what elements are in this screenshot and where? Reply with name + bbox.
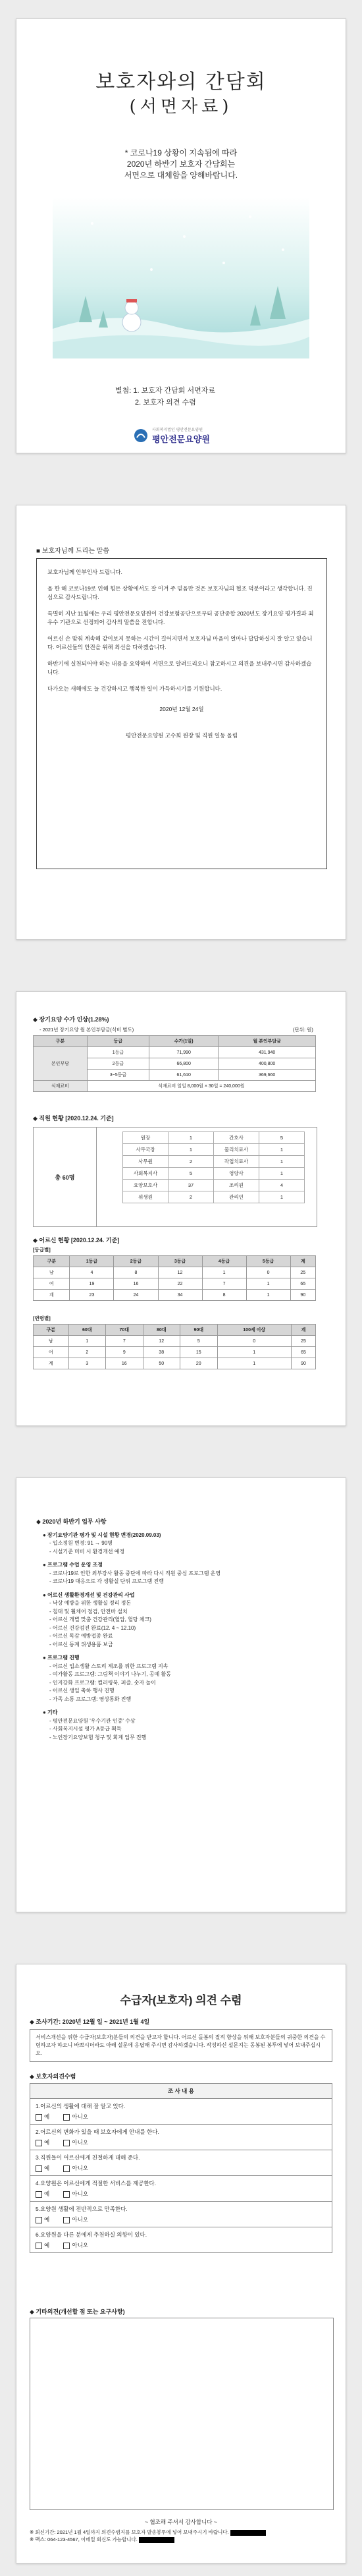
checkbox-no[interactable] [63,2191,70,2198]
checkbox-yes[interactable] [36,2243,42,2249]
cover-subtitle: (서면자료) [129,97,233,117]
survey-question-heading: ◆ 보호자의견수렴 [30,2073,76,2080]
survey-intro: 서비스개선을 위한 수급자(보호자)분들의 의견을 받고자 합니다. 어르신 돌봄의 질적 향상을 위해 보호자분들의 귀중한 의견을 수렴하고자 하오니 바쁘시더라도 아래 설문에 응답해 주시면 감사하겠습니다. 작성하신 설문지는 동봉된 봉투에 넣어 보내주십시오. [30,2029,332,2062]
checkbox-no[interactable] [63,2165,70,2172]
resident-section-heading: ◆ 어르신 현황 [2020.12.24. 기준] [33,1237,120,1244]
survey-question: 4.요양원은 어르신에게 적절한 서비스를 제공한다. 예 아니오 [30,2176,332,2202]
survey-page [16,1964,346,2563]
survey-period: ◆ 조사기간: 2020년 12월 일 ~ 2021년 1월 4일 [30,2018,150,2025]
survey-title: 수급자(보호자) 의견 수렴 [120,1994,242,2007]
staff-section-heading: ◆ 직원 현황 [2020.12.24. 기준] [33,1115,114,1122]
table-row: 남 1 7 12 5 0 25 [34,1336,316,1347]
checkbox-yes[interactable] [36,2140,42,2146]
fee-section-sub: - 2021년 장기요양 월 본인부담금(식비 별도) [39,1027,134,1033]
table-row: 여 2 9 38 15 1 65 [34,1347,316,1358]
cover-page [16,18,346,453]
cover-message: * 코로나19 상황이 지속됨에 따라 2020년 하반기 보호자 간담회는 서면으로 대체함을 양해바랍니다. [124,148,238,180]
survey-question: 2.어르신의 변화가 있을 때 보호자에게 안내를 한다. 예 아니오 [30,2125,332,2150]
fee-section-heading: ◆ 장기요양 수가 인상(1.28%) [33,1016,109,1023]
staff-grid: 원장 1 간호사 5 사무국장 1 물리치료사 1 사무원 2 작업치료사 1 사회복지사 5 영양사 1 요양보호사 37 조리원 4 위생원 2 관리인 1 [122,1131,305,1203]
letter-paragraph: 특별히 지난 11월에는 우리 평안전문요양원이 건강보험공단으로부터 공단종합 2020년도 장기요양 평가결과 최우수 기관으로 선정되어 감사의 말씀을 전합니다. [47,610,314,625]
letter-box [36,558,327,869]
letter-paragraph: 어르신 손 맞춰 계속해 같이보지 못하는 시간이 길어지면서 보호자님 마음이 얼마나 답답하실지 잘 알고 있습니다. 어르신들의 안전을 위해 최선을 다하겠습니다. [47,635,313,650]
survey-question: 5.요양원 생활에 전반적으로 만족한다. 예 아니오 [30,2202,332,2227]
letter-heading: ■ 보호자님께 드리는 말씀 [36,548,109,555]
survey-notes: ※ 회신기간: 2021년 1월 4일까지 의견수렴지를 보호자 발송봉투에 넣어 보내주시기 바랍니다. ※ 팩스: 064-123-4567, 이메일 회신도 가능합니다. [30,2529,332,2543]
table-row: 3~5등급 61,610 369,660 [34,1070,316,1081]
table-row: 남 4 8 12 1 0 25 [34,1267,316,1278]
plan-page [16,1477,346,1912]
plan-title: ◆ 2020년 하반기 업무 사항 [36,1518,107,1525]
age-label: [연령별] [33,1315,51,1321]
survey-table: 조 사 내 용 1.어르신의 생활에 대해 잘 알고 있다. 예 아니오 2.어르신의 변화가 있을 때 보호자에게 안내를 한다. 예 아니오 3.직원들이 어르신에게 친절하게 대해 준다. 예 아니오 4.요양원은 어르신에게 적절한 서비스를 제공한다. 예 아니오 5.요양원 생활에 전반적으로 만족한다. 예 아니오 6.요양원을 다른 분에게 추천하실 의향이 있다. 예 아니오 [30,2083,332,2253]
thanks-text: ~ 협조해 주셔서 감사합니다 ~ [145,2519,217,2525]
letter-signer: 평안전문요양원 고수희 원장 및 직원 일동 올림 [125,731,238,739]
letter-paragraph: 보호자님께 안부인사 드립니다. [47,569,122,575]
checkbox-yes[interactable] [36,2191,42,2198]
stats-page [16,991,346,1426]
letter-date: 2020년 12월 24일 [159,706,204,712]
staff-total: 총 60명 [34,1128,97,1226]
redacted-block [230,2530,266,2536]
table-row: 2등급 66,800 400,800 [34,1058,316,1070]
survey-question: 6.요양원을 다른 분에게 추천하실 의향이 있다. 예 아니오 [30,2227,332,2253]
work-plan: ◆ 2020년 하반기 업무 사항 ● 장기요양기관 평가 및 시설 현황 변경(2020.09.03) - 입소정원 변경: 91 → 90명 - 시설기준 미비 시 환경개선 예정 ● 프로그램 수업 운영 조정 - 코로나19로 인한 외부강사 활동 중단에 따라 다시 직원 중심 프로그램 운영 - 코로나19 대응으로 각 생활실 단위 프로그램 진행 ● 어르신 생활환경개선 및 건강관리 사업 - 낙상 예방을 위한 생활실 정리 정돈 - 침대 및 휠체어 점검, 안전바 설치 - 어르신 개별 맞춤 건강관리(혈압, 혈당 체크) - 어르신 건강검진 완료(12. 4 ~ 12.10) - 어르신 독감 예방접종 완료 - 어르신 동계 위생용품 보급 ● 프로그램 진행 - 어르신 입소생활 스토리 제조를 위한 프로그램 지속 - 여가활동 프로그램: 그림책 이야기 나누기, 공예 활동 - 인지강화 프로그램: 컬러링북, 퍼즐, 숫자 놀이 - 어르신 생일 축하 행사 진행 - 가족 소통 프로그램: 영상통화 진행 ● 기타 - 평안전문요양원 '우수기관 인증' 수상 - 사회복지시설 평가 A등급 획득 - 노인장기요양보험 청구 및 회계 업무 진행 [36,1518,326,1742]
checkbox-no[interactable] [63,2140,70,2146]
letter-paragraph: 하반기에 실천되어야 하는 내용을 요약하여 서면으로 알려드리오니 참고하시고 의견을 보내주시면 감사하겠습니다. [47,660,312,675]
table-row: 계 23 24 34 8 1 90 [34,1290,316,1301]
grade-label: [등급별] [33,1247,51,1253]
table-row: 본인부담 1등급 71,990 431,940 [34,1047,316,1058]
letter-page [16,505,346,940]
survey-question: 3.직원들이 어르신에게 친절하게 대해 준다. 예 아니오 [30,2150,332,2176]
fee-table: 구분 등급 수가(1일) 월 본인부담금 본인부담 1등급 71,990 431,940 2등급 66,800 400,800 3~5등급 61,610 369,660 식재료비 식재료비 일일 8,000원 × 30일 = 240,000원 [33,1035,316,1092]
checkbox-no[interactable] [63,2114,70,2121]
staff-stat-box [33,1127,317,1227]
cover-title: 보호자와의 간담회 [95,71,267,94]
winter-snowman-illustration [53,197,309,358]
checkbox-yes[interactable] [36,2217,42,2223]
survey-question: 1.어르신의 생활에 대해 잘 알고 있다. 예 아니오 [30,2099,332,2125]
checkbox-yes[interactable] [36,2114,42,2121]
fee-unit: (단위: 원) [293,1027,313,1033]
table-row: 계 3 16 50 20 1 90 [34,1358,316,1369]
etc-opinion-field[interactable] [30,2318,334,2510]
facility-logo: 사회복지법인 평안전문요양원 평안전문요양원 [134,426,210,445]
letter-paragraph: 다가오는 새해에도 늘 건강하시고 행복한 일이 가득하시기를 기원합니다. [47,685,222,692]
checkbox-no[interactable] [63,2243,70,2249]
etc-opinion-heading: ◆ 기타의견(개선할 점 또는 요구사항) [30,2308,125,2315]
attachment-list: 별첨: 1. 보호자 간담회 서면자료 2. 보호자 의견 수렴 [115,387,215,407]
table-row: 식재료비 식재료비 일일 8,000원 × 30일 = 240,000원 [34,1081,316,1092]
age-table: 구분 60대 70대 80대 90대 100세 이상 계 남 1 7 12 5 0 25 여 2 9 38 15 1 65 계 3 16 50 20 1 90 [33,1324,316,1369]
checkbox-no[interactable] [63,2217,70,2223]
table-row: 여 19 16 22 7 1 65 [34,1278,316,1290]
grade-table: 구분 1등급 2등급 3등급 4등급 5등급 계 남 4 8 12 1 0 25 여 19 16 22 7 1 65 계 23 24 34 8 1 90 [33,1255,316,1301]
logo-icon [134,428,148,443]
redacted-block [139,2537,174,2543]
checkbox-yes[interactable] [36,2165,42,2172]
letter-paragraph: 올 한 해 코로나19로 인해 힘든 상황에서도 잘 이겨 주 믿음만 것은 보호자님의 협조 덕분이라고 생각합니다. 진심으로 감사드립니다. [47,585,313,600]
